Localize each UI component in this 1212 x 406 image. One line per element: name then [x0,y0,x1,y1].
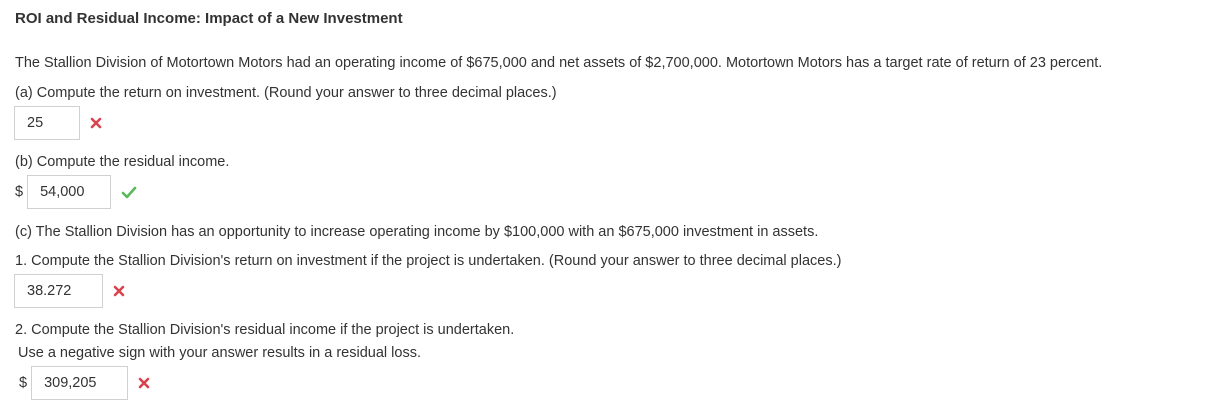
part-b-answer-row [15,175,137,209]
currency-symbol: $ [19,375,28,391]
problem-intro: The Stallion Division of Motortown Motors had an operating income of $675,000 and net assets of $2,700,000. Motortown Motors has a target rate of return of 23 percent. [15,55,1103,71]
page-title: ROI and Residual Income: Impact of a New Investment [15,10,403,27]
part-c-q1-prompt: 1. Compute the Stallion Division's return on investment if the project is undertaken. (Round your answer to three decimal places.) [15,253,842,269]
check-icon [121,186,137,199]
part-a-answer-row [14,106,102,140]
part-c-q1-answer-row [14,274,125,308]
part-c-q2-input[interactable]: 309,205 [31,366,128,400]
part-c-q2-note: Use a negative sign with your answer results in a residual loss. [18,345,421,361]
part-b-prompt: (b) Compute the residual income. [15,154,230,170]
part-c-q1-input[interactable]: 38.272 [14,274,103,308]
currency-symbol: $ [15,184,24,200]
x-icon [90,117,102,129]
part-a-prompt: (a) Compute the return on investment. (Round your answer to three decimal places.) [15,85,557,101]
part-b-input[interactable]: 54,000 [27,175,111,209]
x-icon [113,285,125,297]
part-c-prompt: (c) The Stallion Division has an opportunity to increase operating income by $100,000 with an $675,000 investment in assets. [15,224,819,240]
part-c-q2-answer-row [19,366,150,400]
x-icon [138,377,150,389]
part-a-input[interactable]: 25 [14,106,80,140]
part-c-q2-prompt: 2. Compute the Stallion Division's residual income if the project is undertaken. [15,322,515,338]
